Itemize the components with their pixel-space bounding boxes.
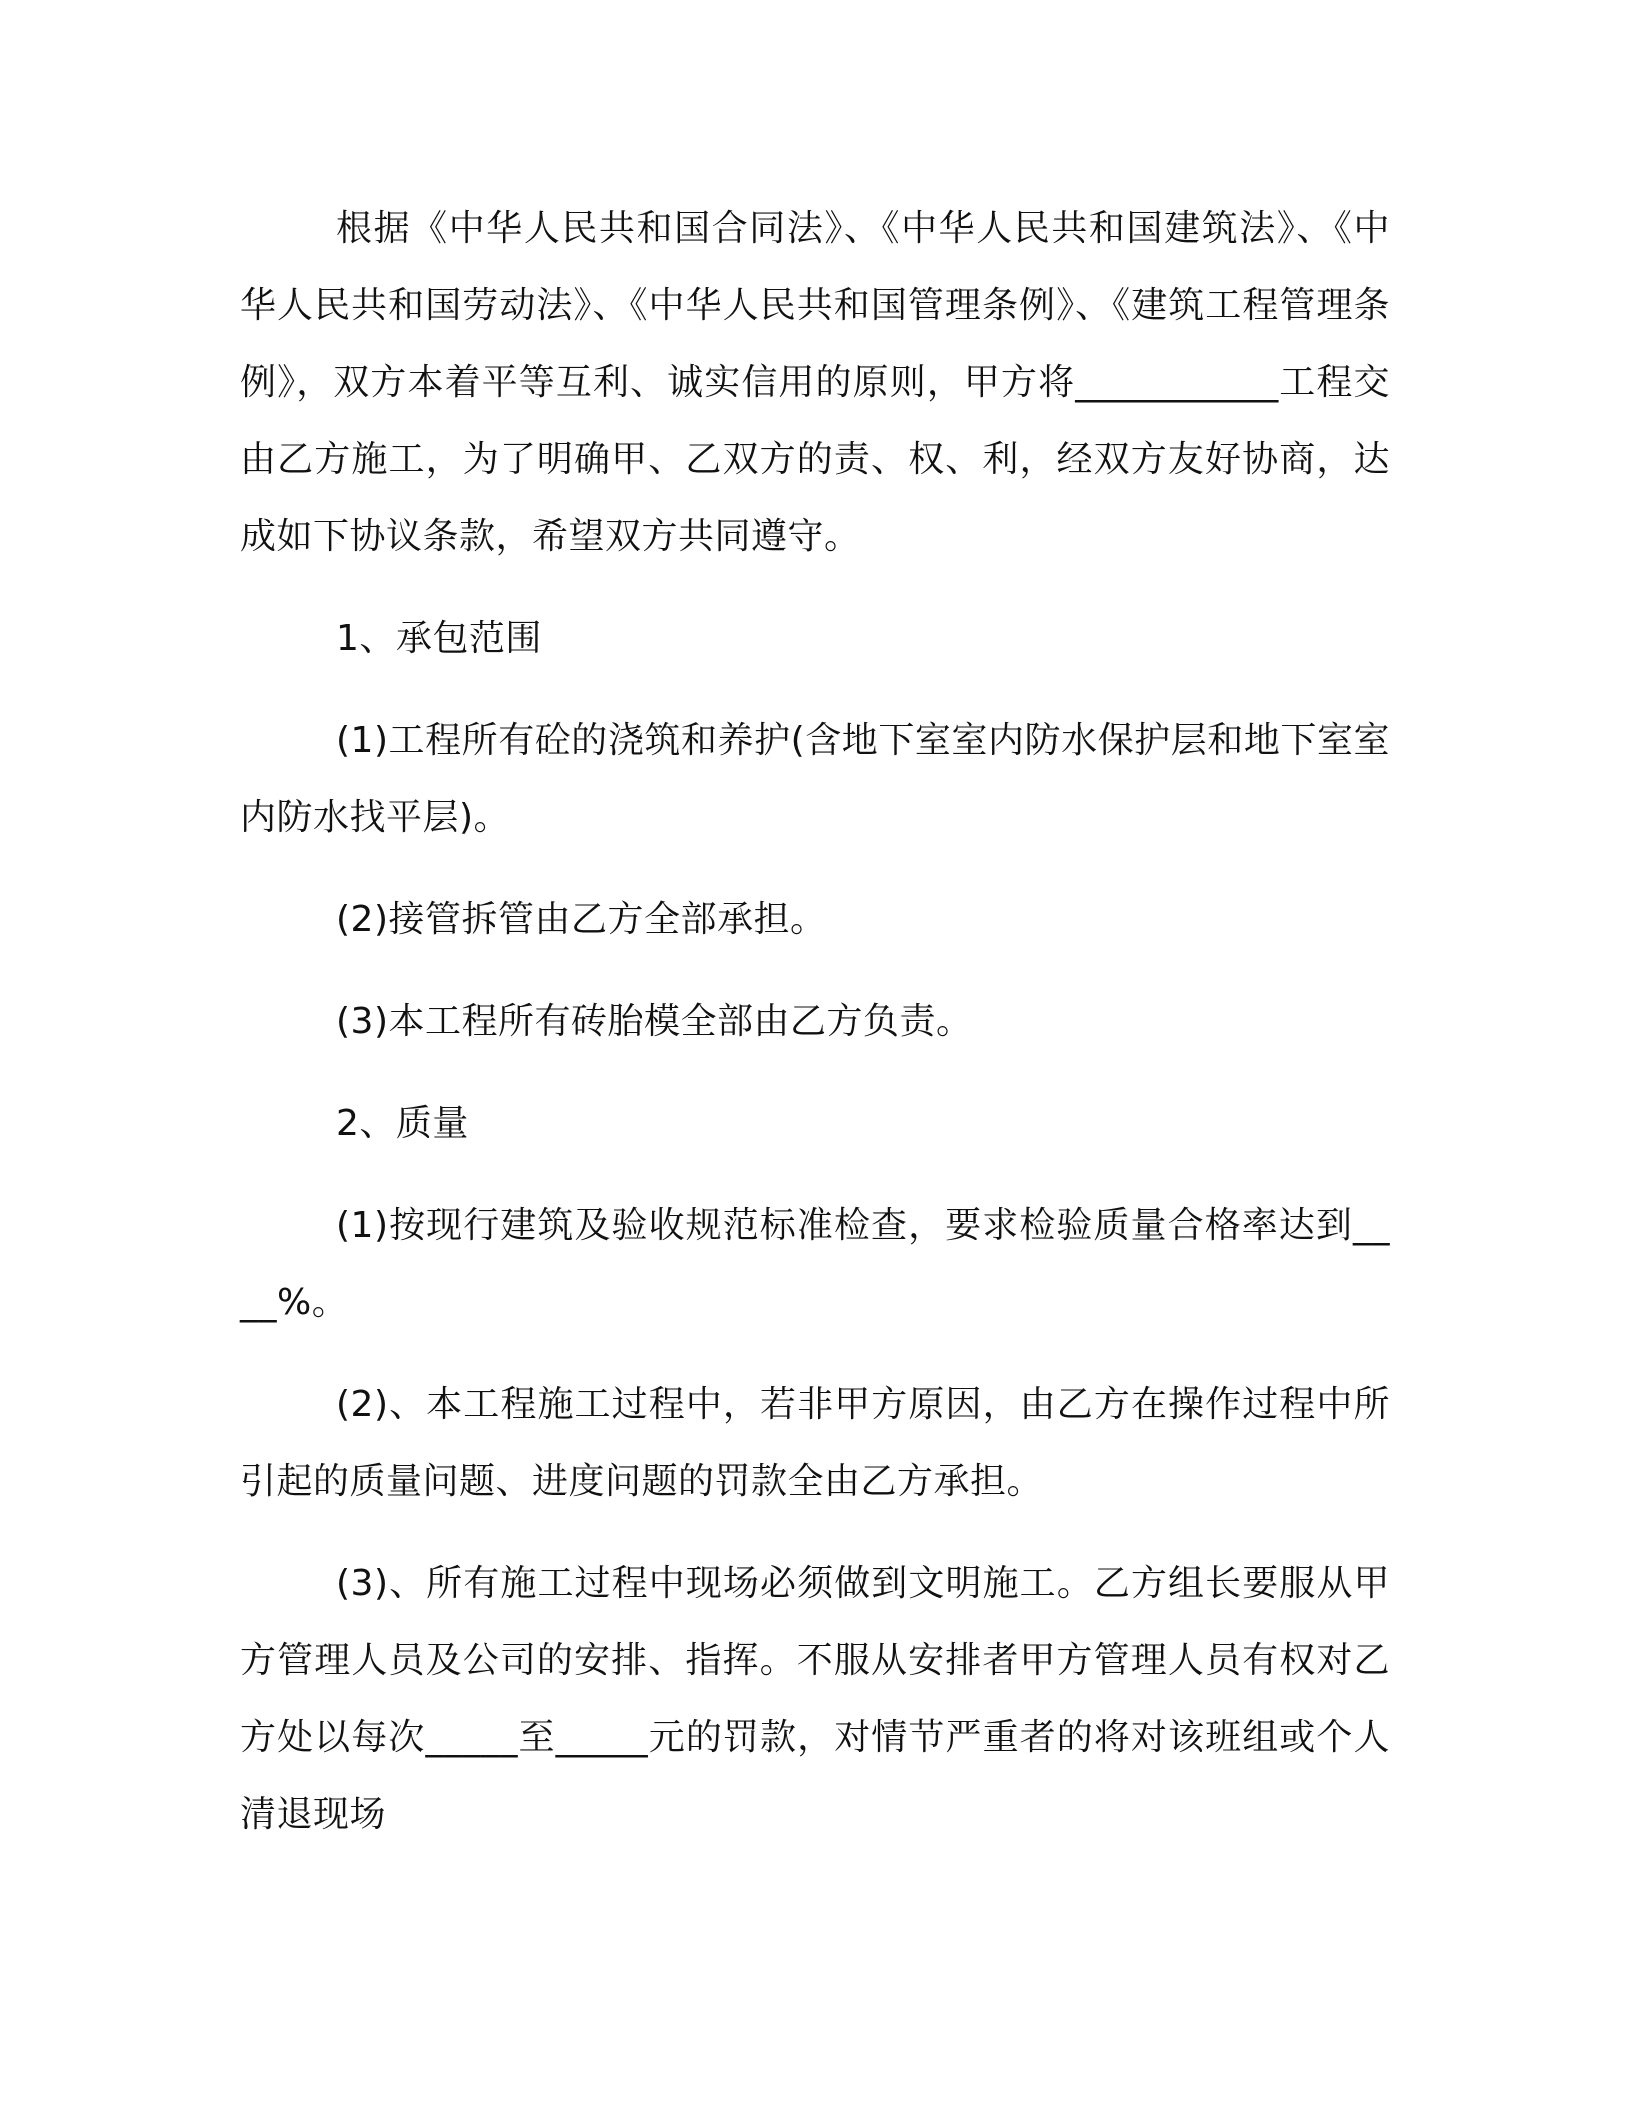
paragraph-quality-3: (3)、所有施工过程中现场必须做到文明施工。乙方组长要服从甲方管理人员及公司的安排、指挥。不服从安排者甲方管理人员有权对乙方处以每次_____至_____元的罚款，对情节严重者的将对该班组或个人清退现场 bbox=[240, 1563, 1390, 1835]
paragraph-scope-2: (2)接管拆管由乙方全部承担。 bbox=[336, 899, 827, 940]
paragraph-scope-1: (1)工程所有砼的浇筑和养护(含地下室室内防水保护层和地下室室内防水找平层)。 bbox=[240, 720, 1390, 838]
paragraph-intro: 根据《中华人民共和国合同法》、《中华人民共和国建筑法》、《中华人民共和国劳动法》、《中华人民共和国管理条例》、《建筑工程管理条例》，双方本着平等互利、诚实信用的原则，甲方将___________工程交由乙方施工，为了明确甲、乙双方的责、权、利，经双方友好协商，达成如下协议条款，希望双方共同遵守。 bbox=[240, 208, 1390, 557]
paragraph-quality-2: (2)、本工程施工过程中，若非甲方原因，由乙方在操作过程中所引起的质量问题、进度问题的罚款全由乙方承担。 bbox=[240, 1384, 1390, 1502]
section-heading-quality: 2、质量 bbox=[336, 1103, 469, 1144]
section-heading-scope: 1、承包范围 bbox=[336, 618, 542, 659]
paragraph-scope-3: (3)本工程所有砖胎模全部由乙方负责。 bbox=[336, 1001, 973, 1042]
paragraph-quality-1: (1)按现行建筑及验收规范标准检查，要求检验质量合格率达到____%。 bbox=[240, 1205, 1390, 1323]
document-body bbox=[240, 190, 1390, 1878]
